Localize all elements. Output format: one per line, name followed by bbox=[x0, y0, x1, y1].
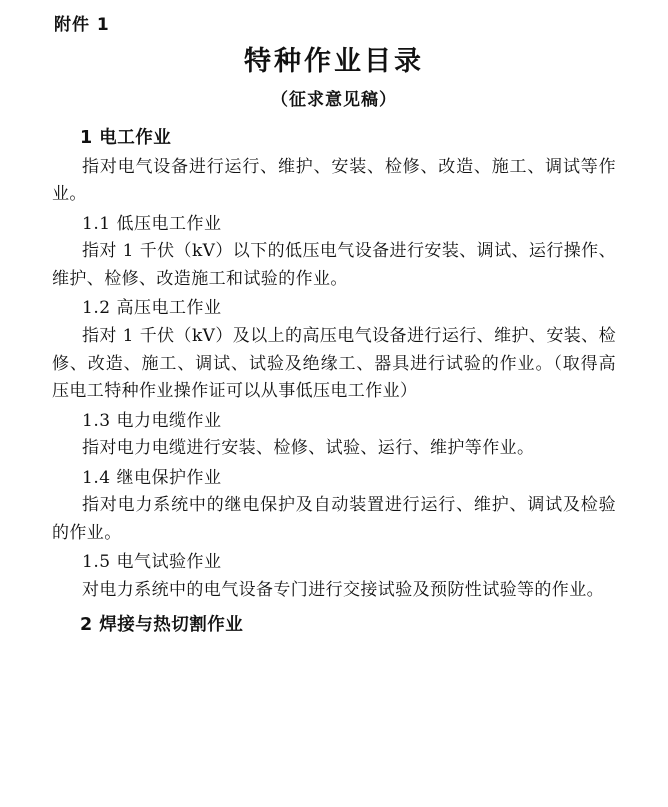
paragraph-1-2: 指对 1 千伏（kV）及以上的高压电气设备进行运行、维护、安装、检修、改造、施工、调试、试验及绝缘工、器具进行试验的作业。（取得高压电工特种作业操作证可以从事低压电工作业） bbox=[52, 326, 616, 402]
sub-heading-1-1: 1.1 低压电工作业 bbox=[82, 213, 222, 234]
document-subtitle: （征求意见稿） bbox=[271, 89, 397, 110]
sub-heading-1-3: 1.3 电力电缆作业 bbox=[82, 410, 222, 431]
sub-heading-1-2: 1.2 高压电工作业 bbox=[82, 298, 222, 319]
paragraph-1: 指对电气设备进行运行、维护、安装、检修、改造、施工、调试等作业。 bbox=[52, 156, 616, 205]
paragraph-1-5: 对电力系统中的电气设备专门进行交接试验及预防性试验等的作业。 bbox=[82, 579, 604, 600]
sub-heading-1-4: 1.4 继电保护作业 bbox=[82, 467, 222, 488]
attachment-label: 附件 1 bbox=[54, 15, 110, 35]
paragraph-1-1: 指对 1 千伏（kV）以下的低压电气设备进行安装、调试、运行操作、维护、检修、改造施工和试验的作业。 bbox=[52, 241, 616, 289]
sub-heading-1-5: 1.5 电气试验作业 bbox=[82, 552, 222, 573]
section-heading-1: 1 电工作业 bbox=[80, 127, 172, 148]
page-title: 特种作业目录 bbox=[244, 45, 424, 77]
paragraph-1-4: 指对电力系统中的继电保护及自动装置进行运行、维护、调试及检验的作业。 bbox=[52, 495, 616, 543]
section-heading-2: 2 焊接与热切割作业 bbox=[80, 615, 244, 636]
paragraph-1-3: 指对电力电缆进行安装、检修、试验、运行、维护等作业。 bbox=[82, 438, 535, 459]
